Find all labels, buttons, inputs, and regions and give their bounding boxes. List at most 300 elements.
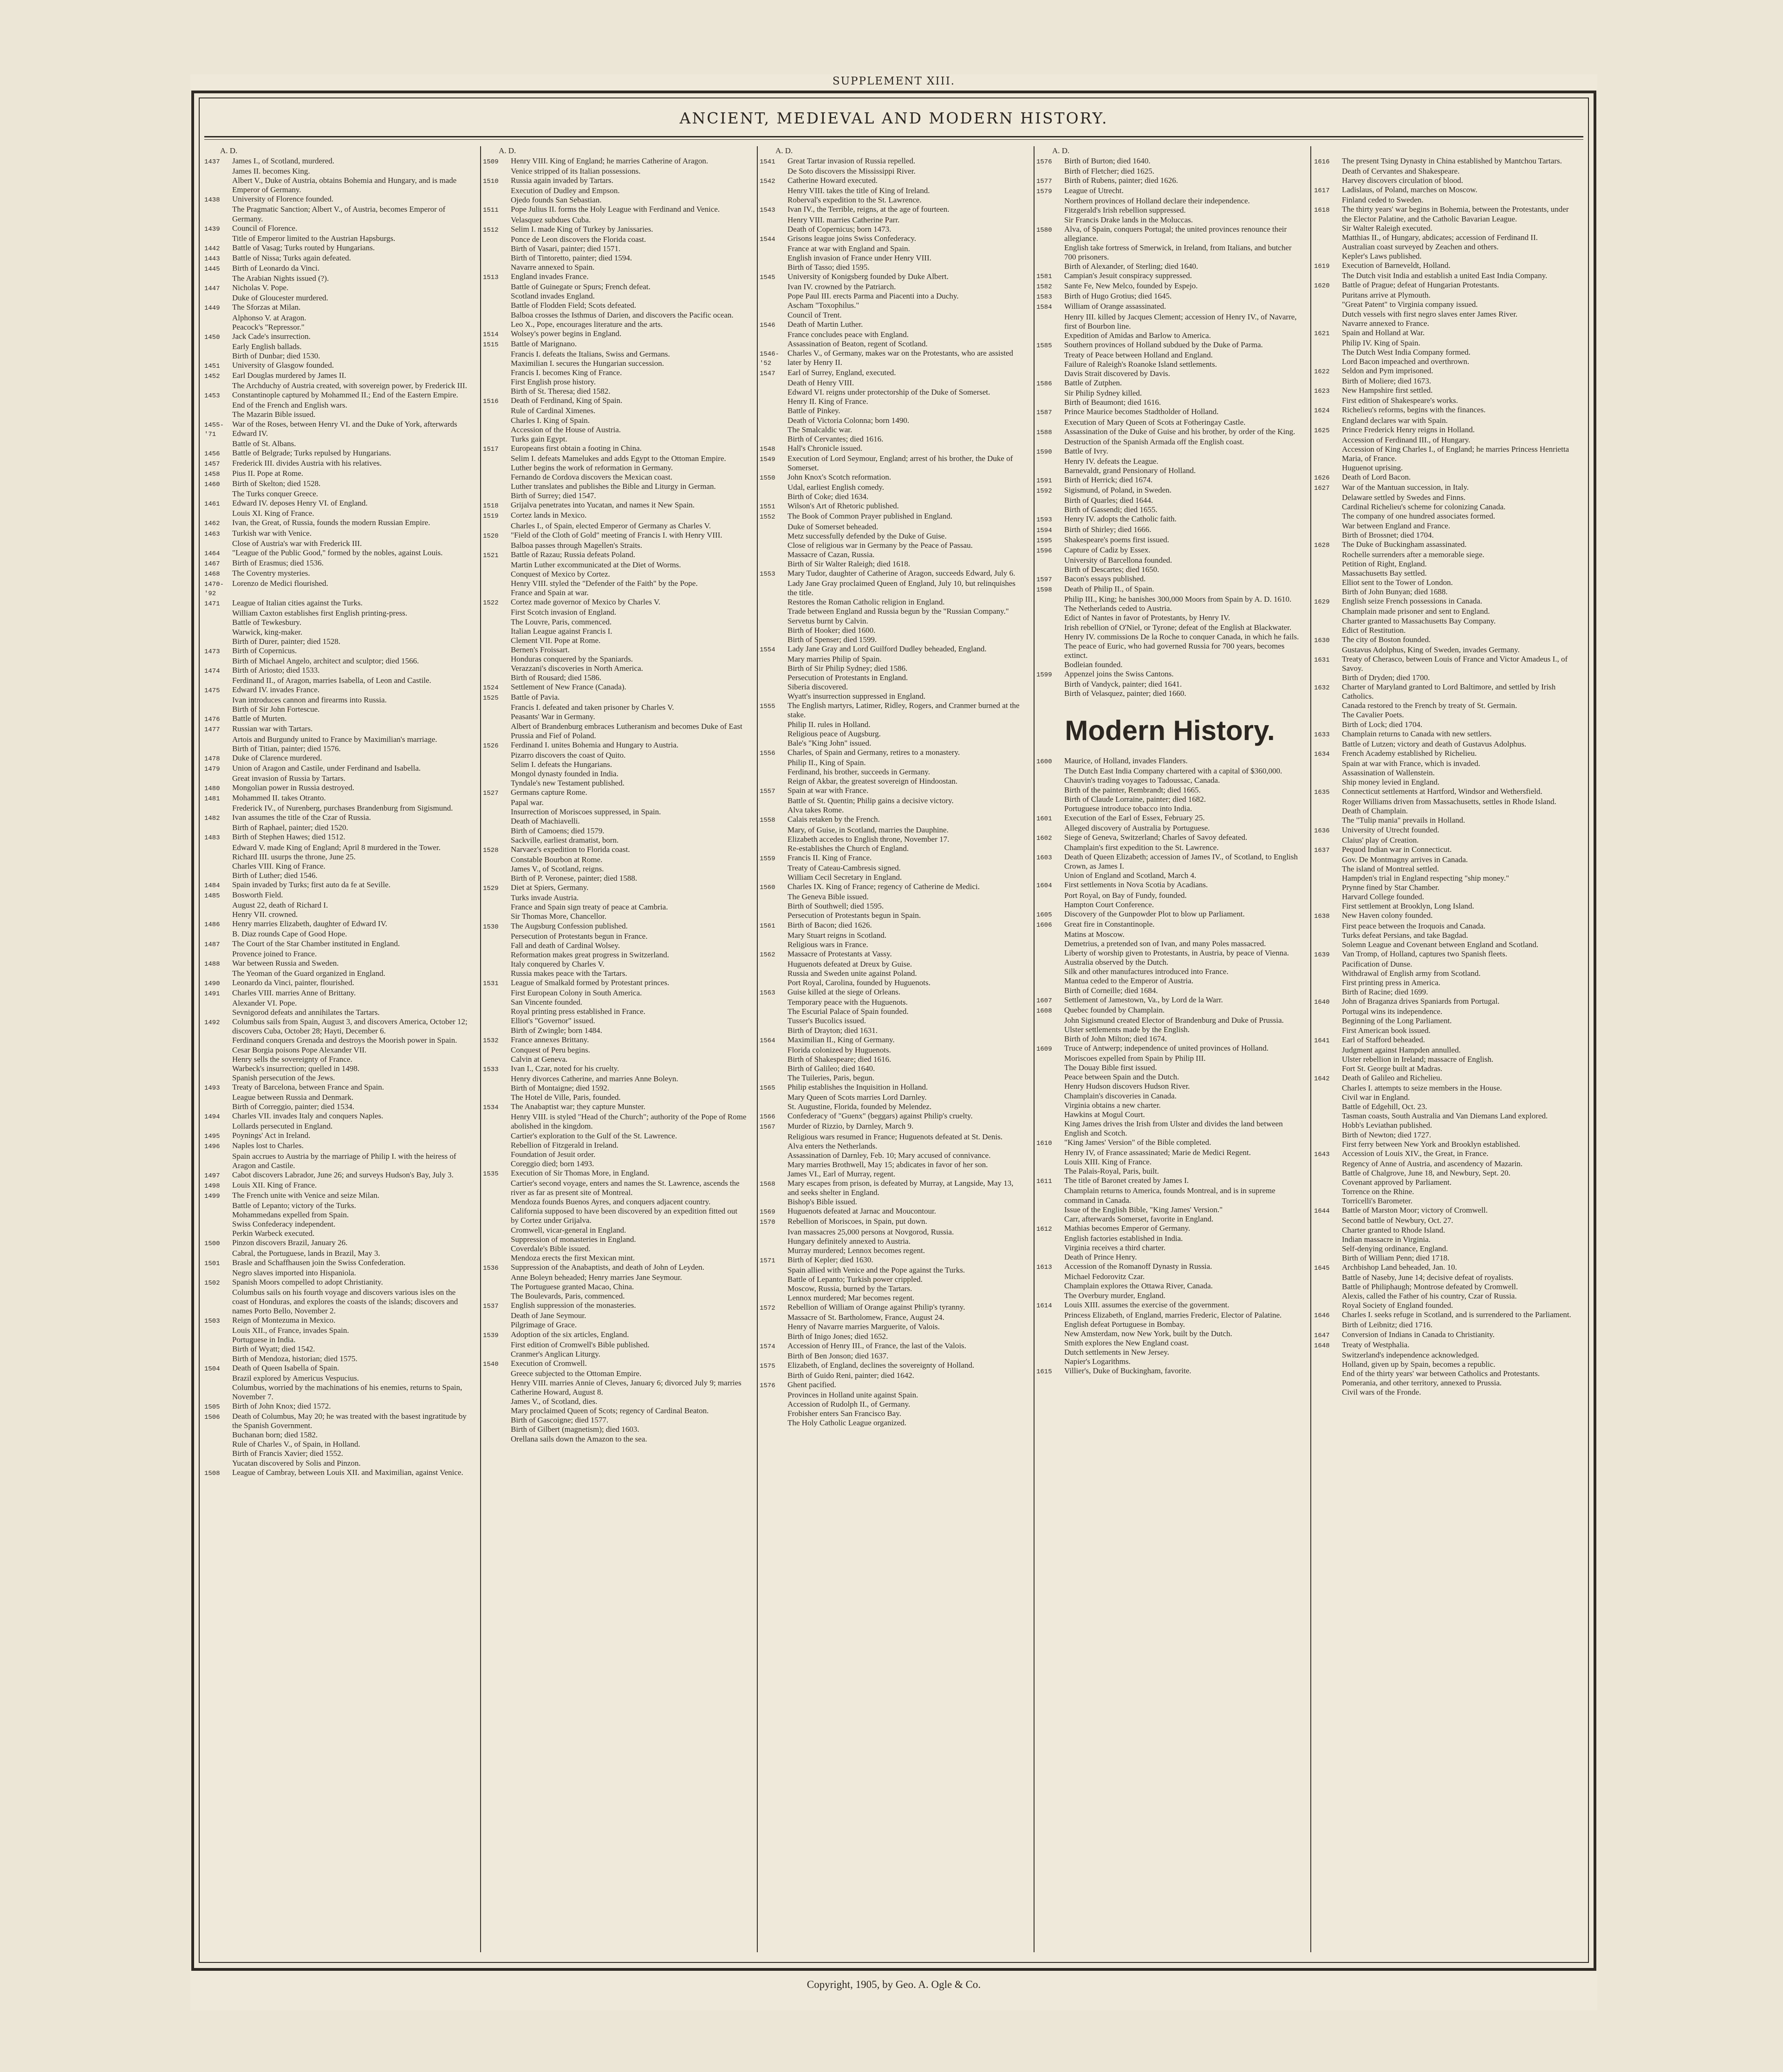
entry-year: 1500	[204, 1240, 220, 1248]
history-entry	[1036, 427, 1303, 437]
entry-year: 1626	[1314, 474, 1330, 482]
entry-text: Mongolian power in Russia destroyed.	[232, 783, 354, 792]
entry-text: Ponce de Leon discovers the Florida coast.	[511, 234, 646, 244]
history-entry	[204, 978, 471, 988]
history-entry	[760, 635, 1027, 644]
history-entry	[1036, 909, 1303, 920]
history-entry	[204, 1354, 471, 1364]
entry-text: Battle of Lepanto; victory of the Turks.	[232, 1201, 356, 1210]
history-entry	[760, 1026, 1027, 1035]
entry-text: Suppression of monasteries in England.	[511, 1234, 636, 1244]
history-entry	[760, 1179, 1027, 1197]
history-entry	[760, 416, 1027, 425]
entry-text: Henry Hudson discovers Hudson River.	[1064, 1082, 1190, 1091]
entry-year: 1438	[204, 196, 220, 204]
entry-year	[1314, 252, 1342, 261]
entry-text: Francis I. becomes King of France.	[511, 368, 622, 377]
entry-text: Birth of Skelton; died 1528.	[232, 479, 321, 488]
entry-year: 1614	[1036, 1302, 1052, 1310]
entry-year	[1314, 1292, 1342, 1301]
entry-text: Constantinople captured by Mohammed II.; End of the Eastern Empire.	[232, 390, 458, 400]
entry-year: 1510	[483, 178, 499, 186]
history-entry	[1314, 1159, 1581, 1169]
entry-text: Portugal wins its independence.	[1342, 1007, 1443, 1016]
entry-year: 1556	[760, 749, 775, 757]
entry-text: The Yeoman of the Guard organized in England.	[232, 968, 385, 978]
entry-year: 1456	[204, 450, 220, 458]
entry-year	[204, 1345, 232, 1354]
entry-year	[1314, 348, 1342, 357]
entry-text: Port Royal, Carolina, founded by Huguenots.	[787, 978, 931, 987]
entry-year: 1498	[204, 1182, 220, 1190]
entry-year	[1314, 874, 1342, 883]
entry-text: Assassination of Darnley, Feb. 10; Mary accused of connivance.	[787, 1150, 991, 1160]
history-entry	[1314, 195, 1581, 205]
entry-year	[204, 999, 232, 1008]
entry-text: Battle of Lutzen; victory and death of Gustavus Adolphus.	[1342, 739, 1527, 748]
entry-text: Germans capture Rome.	[511, 788, 587, 797]
entry-year	[760, 617, 787, 626]
entry-text: Russia and Sweden unite against Poland.	[787, 968, 917, 978]
history-entry	[204, 1430, 471, 1440]
history-entry	[760, 892, 1027, 902]
entry-year	[204, 1064, 232, 1073]
timeline-column-5	[1314, 146, 1581, 1957]
entry-year	[1036, 986, 1064, 995]
entry-year	[204, 1449, 232, 1458]
entry-text: Alleged discovery of Australia by Portuguese.	[1064, 823, 1210, 832]
history-entry	[1314, 1007, 1581, 1016]
entry-text: First settlement at Brooklyn, Long Island.	[1342, 902, 1474, 911]
entry-year	[483, 473, 511, 482]
entry-text: Murder of Rizzio, by Darnley, March 9.	[787, 1122, 914, 1131]
entry-year	[1314, 1064, 1342, 1073]
history-entry	[1036, 225, 1303, 243]
entry-year: 1449	[204, 305, 220, 312]
history-entry	[760, 940, 1027, 949]
history-entry	[483, 205, 750, 215]
history-entry	[760, 301, 1027, 310]
history-entry	[204, 1093, 471, 1102]
entry-year	[204, 862, 232, 871]
entry-year	[1036, 331, 1064, 340]
entry-text: Mendoza erects the first Mexican mint.	[511, 1253, 635, 1262]
entry-text: Australian coast surveyed by Zeachen and others.	[1342, 242, 1499, 251]
history-entry	[1314, 1226, 1581, 1235]
history-entry	[483, 454, 750, 463]
entry-year	[1314, 1026, 1342, 1035]
entry-year	[204, 949, 232, 959]
entry-text: Elliot's "Governor" issued.	[511, 1016, 595, 1026]
entry-year	[204, 539, 232, 548]
entry-text: Duke of Clarence murdered.	[232, 753, 322, 762]
entry-text: Battle of Prague; defeat of Hungarian Protestants.	[1342, 280, 1499, 290]
history-entry	[204, 1064, 471, 1073]
history-entry	[1314, 997, 1581, 1007]
entry-text: Cardinal Richelieu's scheme for colonizing Canada.	[1342, 502, 1506, 512]
history-entry	[1036, 595, 1303, 604]
history-entry	[1036, 900, 1303, 909]
history-entry	[483, 941, 750, 950]
history-entry	[760, 844, 1027, 853]
entry-year	[483, 617, 511, 627]
history-entry	[483, 1035, 750, 1046]
entry-year	[760, 263, 787, 272]
history-entry	[204, 156, 471, 167]
entry-year	[760, 435, 787, 444]
entry-text: Birth of Gascoigne; died 1577.	[511, 1416, 609, 1425]
history-entry	[760, 550, 1027, 559]
history-entry	[204, 548, 471, 559]
entry-text: Hampton Court Conference.	[1064, 900, 1154, 909]
entry-year: 1643	[1314, 1150, 1330, 1158]
entry-text: Temporary peace with the Huguenots.	[787, 998, 908, 1007]
entry-text: English seize French possessions in Canada.	[1342, 597, 1483, 606]
history-entry	[204, 1046, 471, 1055]
history-entry	[483, 1026, 750, 1035]
entry-text: Louis XI. King of France.	[232, 509, 314, 518]
entry-text: Sigismund, of Poland, in Sweden.	[1064, 486, 1171, 495]
entry-text: Luther begins the work of reformation in Germany.	[511, 463, 673, 472]
entry-year	[204, 609, 232, 618]
entry-year: 1605	[1036, 911, 1052, 919]
history-entry	[1036, 1167, 1303, 1176]
history-entry	[760, 1332, 1027, 1341]
entry-text: Battle of St. Albans.	[232, 439, 296, 448]
history-entry	[760, 186, 1027, 195]
entry-year: 1511	[483, 207, 499, 214]
history-entry	[483, 817, 750, 826]
history-entry	[204, 959, 471, 969]
history-entry	[204, 351, 471, 361]
history-entry	[1314, 778, 1581, 787]
entry-text: Appenzel joins the Swiss Cantons.	[1064, 669, 1174, 678]
entry-year	[1036, 680, 1064, 689]
entry-text: Birth of Beaumont; died 1616.	[1064, 398, 1161, 407]
entry-text: Navarre annexed to France.	[1342, 318, 1429, 328]
history-entry	[760, 815, 1027, 825]
history-entry	[760, 1217, 1027, 1227]
entry-text: Spanish Moors compelled to adopt Christianity.	[232, 1277, 383, 1286]
entry-text: Philip II., King of Spain.	[787, 758, 866, 767]
entry-text: Elliot sent to the Tower of London.	[1342, 578, 1453, 587]
entry-text: Birth of Erasmus; died 1536.	[232, 558, 324, 567]
entry-text: Columbus sails from Spain, August 3, and discovers America, October 12; discovers Cuba, October 28; Hayti, December 6.	[232, 1017, 468, 1036]
entry-year: 1586	[1036, 380, 1052, 388]
entry-text: Champlain returns to Canada with new settlers.	[1342, 729, 1492, 738]
history-entry	[483, 693, 750, 703]
entry-text: Maurice, of Holland, invades Flanders.	[1064, 756, 1188, 766]
history-entry	[1314, 1169, 1581, 1178]
history-entry	[760, 378, 1027, 388]
entry-year	[1314, 1178, 1342, 1187]
entry-year: 1558	[760, 817, 775, 825]
entry-year	[204, 1008, 232, 1017]
entry-text: Birth of Tasso; died 1595.	[787, 263, 870, 272]
history-entry	[1036, 167, 1303, 176]
entry-text: Alphonso V. at Aragon.	[232, 313, 306, 322]
entry-year: 1470-'92	[204, 581, 224, 598]
entry-text: Pope Paul III. erects Parma and Piacenti into a Duchy.	[787, 292, 959, 301]
entry-year	[760, 1390, 787, 1400]
entry-text: Regency of Anne of Austria, and ascendency of Mazarin.	[1342, 1159, 1523, 1168]
entry-year	[1314, 978, 1342, 987]
entry-text: Bale's "King John" issued.	[787, 738, 872, 747]
entry-text: Ghent pacified.	[787, 1380, 836, 1389]
history-entry	[204, 1268, 471, 1278]
history-entry	[1036, 496, 1303, 505]
history-entry	[204, 234, 471, 243]
history-entry	[1314, 797, 1581, 806]
entry-year	[1314, 759, 1342, 768]
history-entry	[483, 579, 750, 588]
entry-text: Birth of P. Veronese, painter; died 1588.	[511, 874, 638, 883]
entry-text: Wolsey's power begins in England.	[511, 329, 622, 338]
entry-year	[1036, 565, 1064, 574]
entry-text: Birth of Francis Xavier; died 1552.	[232, 1449, 343, 1458]
entry-text: England declares war with Spain.	[1342, 416, 1448, 425]
entry-text: Ulster rebellion in Ireland; massacre of English.	[1342, 1054, 1494, 1064]
entry-year	[1314, 319, 1342, 328]
history-entry	[483, 1016, 750, 1026]
entry-year	[1036, 967, 1064, 976]
history-entry	[1314, 1046, 1581, 1055]
history-entry	[483, 903, 750, 912]
entry-year	[483, 454, 511, 463]
entry-year: 1631	[1314, 656, 1330, 664]
history-entry	[483, 425, 750, 435]
entry-year	[483, 1311, 511, 1320]
history-entry	[483, 1311, 750, 1320]
entry-text: The present Tsing Dynasty in China established by Mantchou Tartars.	[1342, 156, 1562, 165]
entry-year	[1036, 891, 1064, 900]
entry-text: Pacification of Dunse.	[1342, 959, 1412, 968]
history-entry	[760, 673, 1027, 682]
entry-year	[1314, 720, 1342, 729]
entry-text: First settlements in Nova Scotia by Acadians.	[1064, 880, 1208, 890]
history-entry	[1314, 635, 1581, 645]
entry-text: Birth of Tintoretto, painter; died 1594.	[511, 253, 632, 262]
history-entry	[1036, 418, 1303, 427]
entry-year	[1314, 1360, 1342, 1369]
entry-year: 1437	[204, 158, 220, 166]
entry-text: Birth of Guido Reni, painter; died 1642.	[787, 1371, 914, 1380]
entry-text: Naples lost to Charles.	[232, 1141, 304, 1150]
entry-year	[1036, 689, 1064, 698]
entry-text: Henry divorces Catherine, and marries Anne Boleyn.	[511, 1074, 678, 1083]
entry-year	[760, 195, 787, 205]
entry-year	[760, 1266, 787, 1275]
entry-text: Spain at war with France.	[787, 786, 869, 795]
entry-year: 1517	[483, 445, 499, 453]
entry-year	[1314, 1093, 1342, 1102]
history-entry	[1314, 1130, 1581, 1140]
entry-year: 1467	[204, 560, 220, 568]
history-entry	[1036, 623, 1303, 632]
entry-year	[760, 902, 787, 911]
history-entry	[760, 282, 1027, 292]
entry-year: 1478	[204, 755, 220, 763]
entry-text: The thirty years' war begins in Bohemia, between the Protestants, under the Elector Palatine, and the Catholic Bavarian League.	[1342, 205, 1569, 223]
history-entry	[1036, 574, 1303, 585]
entry-text: Council of Florence.	[232, 223, 298, 233]
entry-text: Union of England and Scotland, March 4.	[1064, 871, 1197, 880]
history-entry	[760, 853, 1027, 864]
entry-text: Russia makes peace with the Tartars.	[511, 968, 627, 978]
history-entry	[1036, 585, 1303, 595]
column-header: A. D.	[220, 146, 238, 155]
history-entry	[1314, 845, 1581, 855]
entry-text: Mathias becomes Emperor of Germany.	[1064, 1223, 1191, 1233]
entry-text: The Coventry mysteries.	[232, 568, 310, 578]
entry-text: Moriscoes expelled from Spain by Philip III.	[1064, 1054, 1206, 1063]
history-entry	[1314, 720, 1581, 729]
history-entry	[1036, 1234, 1303, 1243]
entry-year: 1567	[760, 1124, 775, 1131]
entry-text: War of the Mantuan succession, in Italy.	[1342, 483, 1469, 492]
entry-text: Mohammed II. takes Otranto.	[232, 793, 326, 803]
entry-year	[1314, 1187, 1342, 1196]
entry-text: Bacon's essays published.	[1064, 574, 1146, 584]
entry-text: Liberty of worship given to Protestants, in Austria, by peace of Vienna.	[1064, 948, 1289, 958]
entry-year	[1314, 396, 1342, 405]
entry-year	[1314, 493, 1342, 502]
history-entry	[204, 1288, 471, 1316]
history-entry	[204, 753, 471, 764]
entry-text: Louis XII. King of France.	[232, 1180, 317, 1189]
entry-text: Conquest of Peru begins.	[511, 1045, 590, 1054]
history-entry	[760, 1313, 1027, 1322]
entry-text: Ferdinand II., of Aragon, marries Isabella, of Leon and Castile.	[232, 676, 431, 685]
entry-year	[1036, 1311, 1064, 1320]
entry-year	[204, 1036, 232, 1045]
entry-text: Rebellion of Moriscoes, in Spain, put down.	[787, 1217, 927, 1226]
entry-year	[483, 855, 511, 864]
entry-year: 1583	[1036, 293, 1052, 301]
entry-year: 1464	[204, 550, 220, 558]
history-entry	[204, 1111, 471, 1122]
entry-year	[483, 988, 511, 998]
entry-text: Cromwell, vicar-general in England.	[511, 1225, 626, 1234]
entry-text: Birth of John Bunyan; died 1688.	[1342, 587, 1448, 597]
history-entry	[483, 932, 750, 941]
entry-year	[204, 1430, 232, 1440]
entry-text: Fitzgerald's Irish rebellion suppressed.	[1064, 206, 1186, 215]
entry-text: Henry III. killed by Jacques Clement; accession of Henry IV., of Navarre, first of Bourbon line.	[1064, 312, 1297, 331]
history-entry	[1314, 626, 1581, 635]
entry-year: 1508	[204, 1469, 220, 1477]
entry-text: Battle of Guinegate or Spurs; French defeat.	[511, 282, 651, 292]
entry-year	[760, 388, 787, 397]
entry-text: Civil wars of the Fronde.	[1342, 1388, 1421, 1397]
entry-year: 1572	[760, 1305, 775, 1312]
history-entry	[204, 862, 471, 871]
history-entry	[760, 931, 1027, 940]
history-entry	[760, 767, 1027, 777]
entry-year	[483, 541, 511, 550]
entry-year	[483, 1435, 511, 1444]
history-entry	[1314, 425, 1581, 435]
history-entry	[760, 644, 1027, 655]
entry-year	[483, 1131, 511, 1141]
entry-text: Birth of Burton; died 1640.	[1064, 156, 1151, 165]
entry-year: 1529	[483, 885, 499, 893]
entry-year: 1615	[1036, 1368, 1052, 1376]
entry-text: Henry IV. defeats the League.	[1064, 456, 1158, 466]
history-entry	[1314, 521, 1581, 531]
entry-text: Negro slaves imported into Hispaniola.	[232, 1268, 356, 1277]
entry-text: Champlain returns to America, founds Montreal, and is in supreme command in Canada.	[1064, 1186, 1275, 1205]
entry-year: 1591	[1036, 477, 1052, 485]
entry-year: 1644	[1314, 1208, 1330, 1215]
entry-text: Indian massacre in Virginia.	[1342, 1234, 1431, 1244]
entry-year: 1638	[1314, 913, 1330, 921]
entry-year: 1439	[204, 225, 220, 233]
history-entry	[483, 215, 750, 225]
entry-text: Michael Fedorovitz Czar.	[1064, 1272, 1145, 1281]
entry-year	[483, 998, 511, 1007]
entry-text: Title of Emperor limited to the Austrian Hapsburgs.	[232, 234, 396, 243]
entry-year	[204, 628, 232, 637]
entry-year	[760, 1246, 787, 1255]
entry-text: The English martyrs, Latimer, Ridley, Rogers, and Cranmer burned at the stake.	[787, 701, 1020, 720]
entry-text: Re-establishes the Church of England.	[787, 844, 909, 853]
entry-text: English defeat Portuguese in Bombay.	[1064, 1319, 1185, 1329]
history-entry	[760, 454, 1027, 473]
entry-year	[1036, 1234, 1064, 1243]
entry-text: John Knox's Scotch reformation.	[787, 473, 892, 482]
history-entry	[1036, 389, 1303, 398]
entry-text: Constable Bourbon at Rome.	[511, 855, 603, 864]
history-entry	[1314, 405, 1581, 416]
entry-text: John Sigismund created Elector of Brandenburg and Duke of Prussia.	[1064, 1015, 1284, 1025]
history-entry	[483, 588, 750, 598]
history-entry	[760, 692, 1027, 701]
entry-text: Accession of Ferdinand III., of Hungary.	[1342, 435, 1471, 444]
history-entry	[1036, 986, 1303, 995]
entry-text: Battle of Marignano.	[511, 339, 577, 348]
entry-year: 1618	[1314, 207, 1330, 214]
entry-text: League of Utrecht.	[1064, 186, 1124, 195]
history-entry	[1314, 348, 1581, 357]
entry-text: Pinzon discovers Brazil, January 26.	[232, 1238, 348, 1247]
entry-text: Treaty of Barcelona, between France and Spain.	[232, 1082, 384, 1091]
entry-text: Mary Queen of Scots marries Lord Darnley.	[787, 1093, 927, 1102]
copyright: Copyright, 1905, by Geo. A. Ogle & Co.	[807, 1979, 981, 1990]
entry-text: Ulster settlements made by the English.	[1064, 1025, 1190, 1034]
entry-text: Conquest of Mexico by Cortez.	[511, 570, 610, 579]
history-entry	[760, 263, 1027, 272]
history-entry	[204, 1181, 471, 1191]
entry-year	[1314, 987, 1342, 997]
entry-text: Mongol dynasty founded in India.	[511, 769, 618, 778]
entry-year	[483, 1235, 511, 1244]
entry-year	[1036, 1205, 1064, 1215]
entry-year	[483, 807, 511, 817]
entry-text: Southern provinces of Holland subdued by the Duke of Parma.	[1064, 340, 1263, 349]
history-entry	[1036, 369, 1303, 378]
entry-text: Ferdinand I. unites Bohemia and Hungary to Austria.	[511, 740, 679, 749]
history-entry	[1314, 1140, 1581, 1149]
history-entry	[1314, 978, 1581, 987]
entry-year	[483, 1416, 511, 1425]
entry-text: Restores the Roman Catholic religion in England.	[787, 598, 945, 607]
entry-year: 1637	[1314, 846, 1330, 854]
entry-year: 1562	[760, 951, 775, 959]
history-entry	[204, 224, 471, 234]
history-entry	[1036, 156, 1303, 167]
entry-year	[1314, 435, 1342, 445]
